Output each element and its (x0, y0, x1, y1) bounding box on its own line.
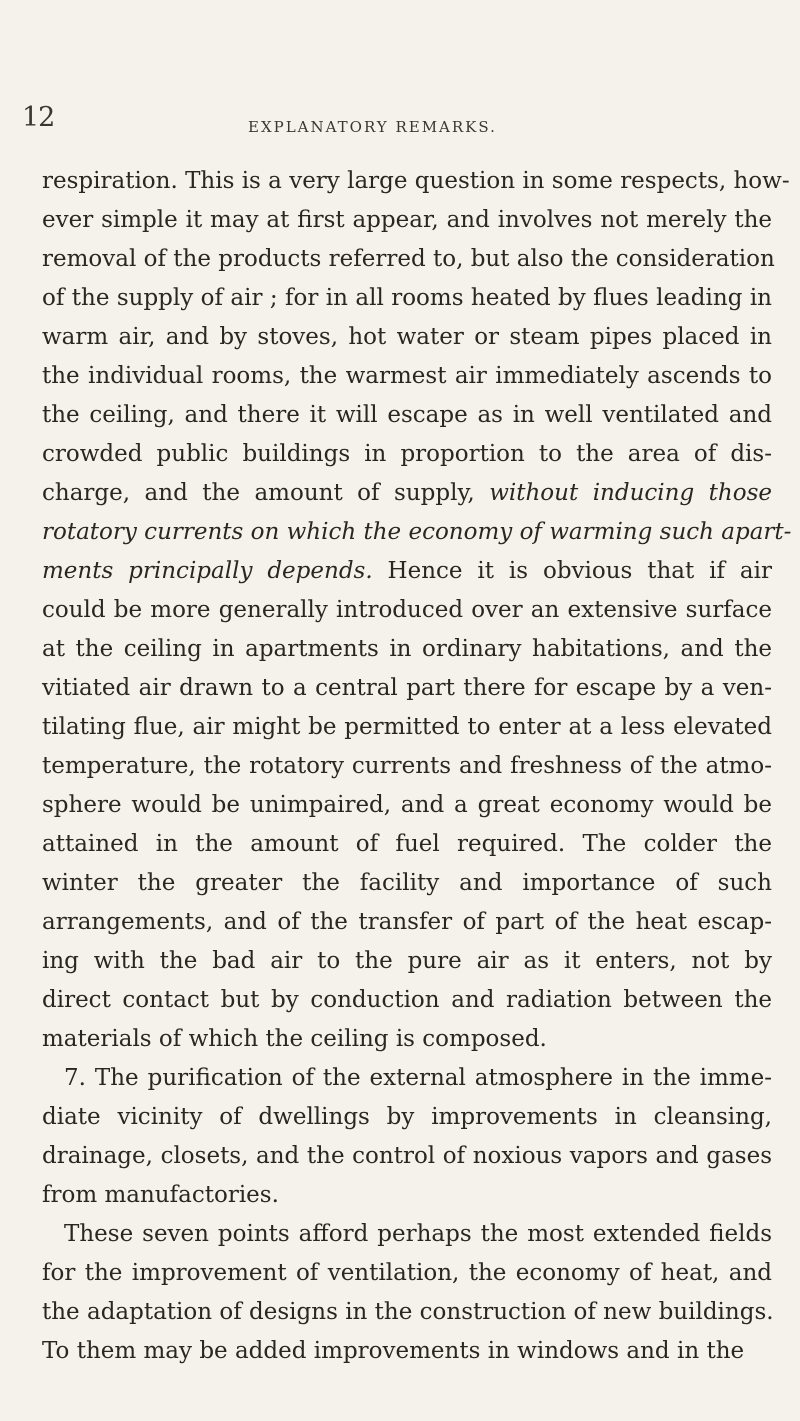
text-line (42, 1098, 772, 1137)
text-line (42, 942, 772, 981)
text-line (42, 786, 772, 825)
text-line (42, 1332, 772, 1371)
text-line (42, 1254, 772, 1293)
text-line (42, 1020, 772, 1059)
text-line (42, 903, 772, 942)
text-line (42, 669, 772, 708)
text-line (42, 630, 772, 669)
text-line (42, 981, 772, 1020)
text-segment: winter the greater the facility and importance of such (42, 870, 772, 896)
text-segment: ing with the bad air to the pure air as it enters, not by (42, 948, 772, 974)
text-segment: 7. The purification of the external atmosphere in the imme- (64, 1065, 772, 1091)
text-line (42, 357, 772, 396)
text-segment: Hence it is obvious that if air (372, 558, 772, 584)
text-line (42, 435, 772, 474)
text-segment: vitiated air drawn to a central part there for escape by a ven- (42, 675, 772, 701)
text-line (42, 1293, 772, 1332)
page-number: 12 (22, 102, 55, 133)
text-line (42, 864, 772, 903)
text-segment: for the improvement of ventilation, the economy of heat, and (42, 1260, 772, 1286)
text-line (42, 708, 772, 747)
text-line (42, 240, 775, 279)
text-segment: sphere would be unimpaired, and a great economy would be (42, 792, 772, 818)
text-segment: tilating flue, air might be permitted to enter at a less elevated (42, 714, 772, 740)
text-segment: materials of which the ceiling is composed. (42, 1026, 547, 1052)
text-segment: the individual rooms, the warmest air immediately ascends to (42, 363, 772, 389)
text-line (42, 201, 772, 240)
text-line (42, 513, 792, 552)
text-segment: warm air, and by stoves, hot water or steam pipes placed in (42, 324, 772, 350)
text-segment: ever simple it may at first appear, and involves not merely the (42, 207, 772, 233)
italic-text: without inducing those (489, 480, 772, 506)
text-line (42, 162, 790, 201)
text-segment: attained in the amount of fuel required. The colder the (42, 831, 772, 857)
text-line (42, 825, 772, 864)
text-segment: drainage, closets, and the control of noxious vapors and gases (42, 1143, 772, 1169)
text-segment: temperature, the rotatory currents and freshness of the atmo- (42, 753, 772, 779)
text-line (42, 591, 772, 630)
text-segment: These seven points afford perhaps the most extended fields (64, 1221, 772, 1247)
text-segment: arrangements, and of the transfer of part of the heat escap- (42, 909, 772, 935)
text-line (42, 747, 772, 786)
text-segment: of the supply of air ; for in all rooms heated by flues leading in (42, 285, 772, 311)
text-line (42, 279, 772, 318)
text-segment: removal of the products referred to, but also the consideration (42, 246, 775, 272)
text-line (42, 1137, 772, 1176)
text-segment: charge, and the amount of supply, (42, 480, 490, 506)
text-segment: at the ceiling in apartments in ordinary habitations, and the (42, 636, 772, 662)
text-segment: crowded public buildings in proportion to the area of dis- (42, 441, 772, 467)
text-line (42, 396, 772, 435)
italic-text: rotatory currents on which the economy of warming such apart- (42, 519, 792, 545)
text-line (42, 1059, 772, 1098)
italic-text: ments principally depends. (42, 558, 373, 584)
text-segment: To them may be added improvements in windows and in the (42, 1338, 745, 1364)
text-segment: direct contact but by conduction and radiation between the (42, 987, 772, 1013)
text-line (42, 318, 772, 357)
text-segment: the ceiling, and there it will escape as in well ventilated and (42, 402, 772, 428)
text-segment: could be more generally introduced over an extensive surface (42, 597, 772, 623)
text-line (42, 1215, 772, 1254)
text-line (42, 474, 772, 513)
text-segment: respiration. This is a very large question in some respects, how- (42, 168, 790, 194)
text-line (42, 552, 772, 591)
text-segment: from manufactories. (42, 1182, 279, 1208)
text-line (42, 1176, 772, 1215)
text-segment: the adaptation of designs in the construction of new buildings. (42, 1299, 774, 1325)
body-text (42, 162, 792, 1371)
running-head: EXPLANATORY REMARKS. (248, 118, 497, 136)
text-segment: diate vicinity of dwellings by improvements in cleansing, (42, 1104, 772, 1130)
